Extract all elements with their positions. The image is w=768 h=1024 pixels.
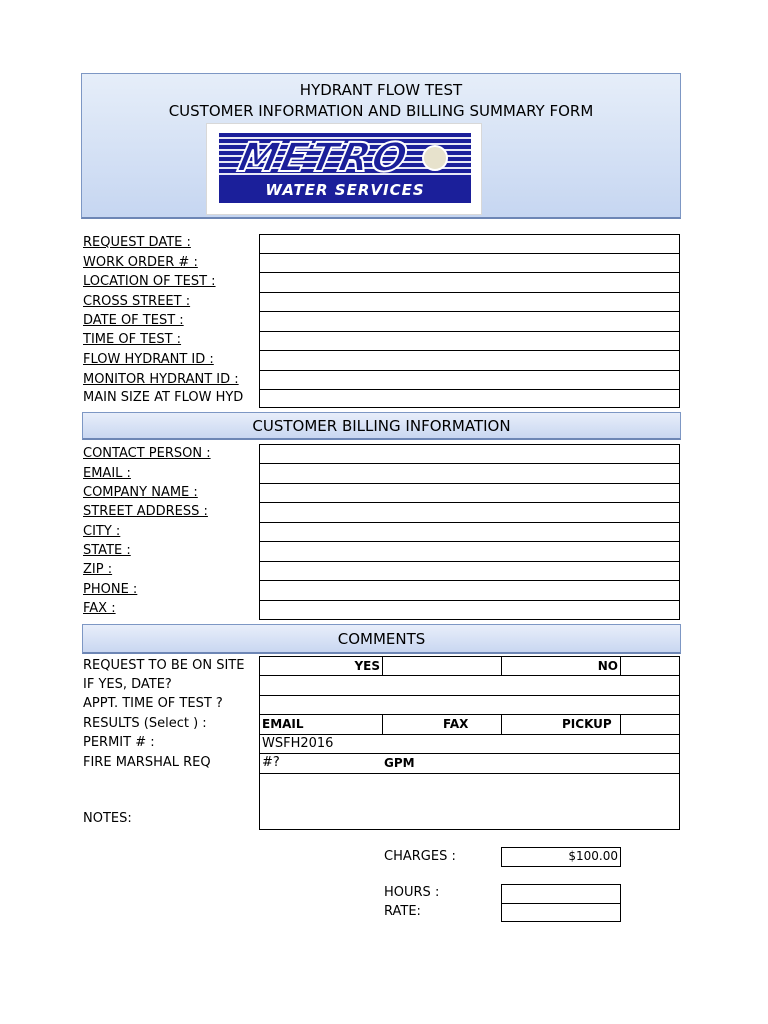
gpm-label: GPM bbox=[384, 756, 415, 770]
no-cell[interactable] bbox=[501, 656, 621, 676]
logo-brand-text: METRO bbox=[234, 135, 414, 181]
rate-field[interactable] bbox=[501, 903, 621, 922]
results-email-cell[interactable] bbox=[259, 714, 383, 735]
main-size-field[interactable] bbox=[259, 389, 680, 408]
hours-field[interactable] bbox=[501, 884, 621, 904]
charges-field[interactable] bbox=[501, 847, 621, 867]
monitor-hydrant-field[interactable] bbox=[259, 370, 680, 390]
fire-marshal-field[interactable] bbox=[259, 753, 680, 774]
yes-label: YES bbox=[354, 659, 380, 673]
permit-label: PERMIT # : bbox=[83, 735, 155, 750]
no-label: NO bbox=[597, 659, 618, 673]
monitor-hydrant-label: MONITOR HYDRANT ID : bbox=[83, 372, 239, 387]
if-yes-date-label: IF YES, DATE? bbox=[83, 677, 172, 692]
location-field[interactable] bbox=[259, 272, 680, 293]
results-pickup-cell[interactable] bbox=[501, 714, 621, 735]
seal-icon bbox=[422, 145, 448, 171]
notes-label: NOTES: bbox=[83, 811, 132, 826]
results-fax-cell[interactable] bbox=[382, 714, 502, 735]
phone-field[interactable] bbox=[259, 580, 680, 601]
state-field[interactable] bbox=[259, 541, 680, 562]
time-of-test-label: TIME OF TEST : bbox=[83, 332, 182, 347]
fax-field[interactable] bbox=[259, 600, 680, 620]
cross-street-label: CROSS STREET : bbox=[83, 294, 191, 309]
time-of-test-field[interactable] bbox=[259, 331, 680, 351]
if-yes-date-field[interactable] bbox=[259, 675, 680, 696]
results-fax-label: FAX bbox=[443, 717, 469, 731]
appt-time-label: APPT. TIME OF TEST ? bbox=[83, 696, 223, 711]
form-header bbox=[81, 73, 681, 219]
metro-logo bbox=[206, 123, 482, 215]
company-name-field[interactable] bbox=[259, 483, 680, 503]
results-pickup-label: PICKUP bbox=[562, 717, 612, 731]
request-date-label: REQUEST DATE : bbox=[83, 235, 191, 250]
email-field[interactable] bbox=[259, 463, 680, 484]
no-checkbox[interactable] bbox=[620, 656, 680, 676]
contact-person-label: CONTACT PERSON : bbox=[83, 446, 211, 461]
yes-cell[interactable] bbox=[259, 656, 383, 676]
permit-value: WSFH2016 bbox=[262, 736, 334, 751]
charges-value: $100.00 bbox=[568, 849, 618, 863]
results-pickup-checkbox[interactable] bbox=[620, 714, 680, 735]
fax-label: FAX : bbox=[83, 601, 116, 616]
main-size-label: MAIN SIZE AT FLOW HYD bbox=[83, 390, 244, 405]
results-email-label: EMAIL bbox=[262, 717, 304, 731]
notes-field[interactable] bbox=[259, 773, 680, 830]
appt-time-field[interactable] bbox=[259, 695, 680, 715]
state-label: STATE : bbox=[83, 543, 131, 558]
street-address-label: STREET ADDRESS : bbox=[83, 504, 208, 519]
zip-label: ZIP : bbox=[83, 562, 113, 577]
results-label: RESULTS (Select ) : bbox=[83, 716, 207, 731]
company-name-label: COMPANY NAME : bbox=[83, 485, 198, 500]
fire-marshal-label: FIRE MARSHAL REQ bbox=[83, 755, 211, 770]
city-label: CITY : bbox=[83, 524, 121, 539]
flow-hydrant-field[interactable] bbox=[259, 350, 680, 371]
billing-section-title: CUSTOMER BILLING INFORMATION bbox=[82, 412, 681, 440]
email-label: EMAIL : bbox=[83, 466, 131, 481]
form-subtitle: CUSTOMER INFORMATION AND BILLING SUMMARY FORM bbox=[168, 102, 594, 120]
cross-street-field[interactable] bbox=[259, 292, 680, 312]
rate-label: RATE: bbox=[384, 904, 421, 919]
charges-label: CHARGES : bbox=[384, 849, 456, 864]
request-date-field[interactable] bbox=[259, 234, 680, 254]
flow-hydrant-label: FLOW HYDRANT ID : bbox=[83, 352, 214, 367]
on-site-label: REQUEST TO BE ON SITE bbox=[83, 658, 245, 673]
comments-section-title: COMMENTS bbox=[82, 624, 681, 654]
work-order-field[interactable] bbox=[259, 253, 680, 273]
fire-marshal-value: #? bbox=[262, 755, 280, 770]
location-label: LOCATION OF TEST : bbox=[83, 274, 216, 289]
zip-field[interactable] bbox=[259, 561, 680, 581]
phone-label: PHONE : bbox=[83, 582, 138, 597]
metro-logo-image bbox=[219, 133, 471, 203]
date-of-test-label: DATE OF TEST : bbox=[83, 313, 184, 328]
logo-sub-text: WATER SERVICES bbox=[265, 181, 425, 199]
work-order-label: WORK ORDER # : bbox=[83, 255, 198, 270]
date-of-test-field[interactable] bbox=[259, 311, 680, 332]
permit-field[interactable] bbox=[259, 734, 680, 754]
street-address-field[interactable] bbox=[259, 502, 680, 523]
contact-person-field[interactable] bbox=[259, 444, 680, 464]
form-title: HYDRANT FLOW TEST bbox=[299, 81, 463, 99]
city-field[interactable] bbox=[259, 522, 680, 542]
yes-checkbox[interactable] bbox=[382, 656, 502, 676]
hours-label: HOURS : bbox=[384, 885, 440, 900]
